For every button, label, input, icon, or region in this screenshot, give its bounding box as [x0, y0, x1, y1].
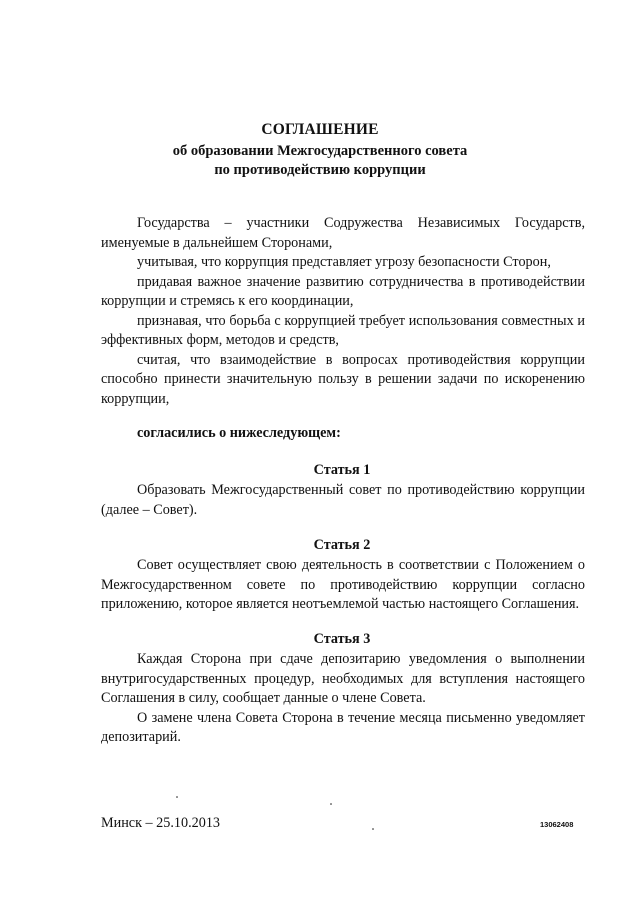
agreed-clause: согласились о нижеследующем: — [137, 425, 341, 441]
article-3-heading: Статья 3 — [313, 631, 371, 647]
scan-speck — [372, 828, 374, 830]
preamble-paragraph: учитывая, что коррупция представляет угрозу безопасности Сторон, — [137, 254, 551, 270]
article-2-body — [101, 556, 585, 615]
document-subtitle-line-1: об образовании Межгосударственного совета — [172, 143, 468, 159]
article-paragraph: Совет осуществляет свою деятельность в соответствии с Положением о Межгосударственном совете по противодействию коррупции согласно приложению, которое является неотъемлемой частью настоящего Соглашения. — [101, 557, 585, 612]
preamble-paragraph: считая, что взаимодействие в вопросах противодействия коррупции способно принести значительную пользу в решении задачи по искоренению коррупции, — [101, 351, 585, 407]
document-title: СОГЛАШЕНИЕ — [261, 121, 379, 138]
preamble — [101, 214, 585, 409]
preamble-paragraph: Государства – участники Содружества Независимых Государств, именуемые в дальнейшем Сторонами, — [101, 215, 585, 251]
scan-speck — [330, 803, 332, 805]
article-paragraph: Каждая Сторона при сдаче депозитарию уведомления о выполнении внутригосударственных процедур, необходимых для вступления настоящего Соглашения в силу, сообщает данные о члене Совета. — [101, 651, 585, 706]
article-1-heading: Статья 1 — [313, 462, 371, 478]
scan-speck — [176, 796, 178, 798]
preamble-paragraph: придавая важное значение развитию сотрудничества в противодействии коррупции и стремясь к его координации, — [101, 273, 585, 309]
article-2-heading: Статья 2 — [313, 537, 371, 553]
article-3-body — [101, 650, 585, 748]
article-paragraph: О замене члена Совета Сторона в течение месяца письменно уведомляет депозитарий. — [101, 709, 585, 745]
document-subtitle-line-2: по противодействию коррупции — [214, 162, 426, 178]
preamble-paragraph: признавая, что борьба с коррупцией требует использования совместных и эффективных форм, методов и средств, — [101, 312, 585, 348]
article-1-body — [101, 481, 585, 520]
footer-document-code: 13062408 — [540, 820, 574, 829]
footer-place-date: Минск – 25.10.2013 — [101, 815, 221, 831]
article-paragraph: Образовать Межгосударственный совет по противодействию коррупции (далее – Совет). — [101, 482, 585, 518]
